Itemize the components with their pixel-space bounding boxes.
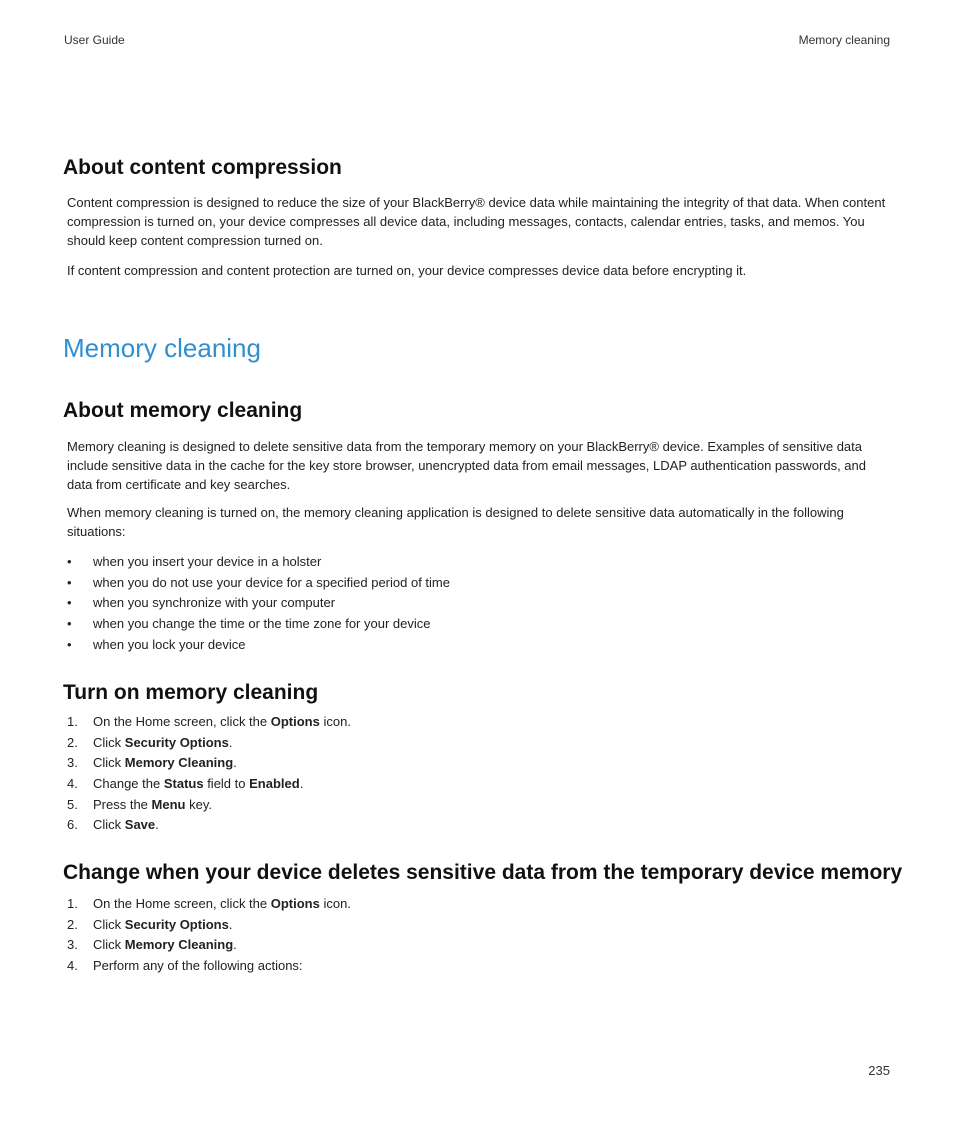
step-text: On the Home screen, click the Options icon. — [93, 896, 351, 911]
running-header-right: Memory cleaning — [798, 33, 890, 47]
step-item — [67, 915, 351, 936]
chapter-title: Memory cleaning — [63, 333, 261, 363]
list-item — [67, 593, 450, 614]
step-text: Click Memory Cleaning. — [93, 755, 237, 771]
paragraph-memory-2: When memory cleaning is turned on, the memory cleaning application is designed to delete sensitive data automatically in the following situations: — [67, 505, 844, 539]
bullet-mark: • — [67, 636, 72, 652]
heading-change-when-device-deletes: Change when your device deletes sensitive data from the temporary device memory — [63, 861, 903, 884]
step-text: Click Security Options. — [93, 916, 233, 932]
step-text: Click Security Options. — [93, 734, 233, 750]
step-number: 4. — [67, 776, 78, 792]
list-item-text: when you change the time or the time zone for your device — [93, 616, 431, 632]
step-item — [67, 795, 351, 816]
step-number: 1. — [67, 896, 78, 911]
heading-turn-on-memory-cleaning: Turn on memory cleaning — [63, 681, 319, 704]
bullet-mark: • — [67, 554, 72, 569]
running-header-left: User Guide — [64, 33, 125, 47]
paragraph-compression-2: If content compression and content protection are turned on, your device compresses device data before encrypting it. — [67, 263, 747, 278]
step-item — [67, 774, 351, 795]
change-steps-list — [67, 894, 351, 977]
heading-about-memory-cleaning: About memory cleaning — [63, 399, 303, 422]
step-number: 6. — [67, 817, 78, 833]
step-number: 1. — [67, 714, 78, 729]
step-item — [67, 712, 351, 733]
list-item — [67, 552, 450, 573]
step-item — [67, 815, 351, 836]
heading-about-content-compression: About content compression — [63, 156, 342, 179]
paragraph-compression-1: Content compression is designed to reduce the size of your BlackBerry® device data while maintaining the integrity of that data. When content compression is turned on, your device compresses all device data, including messages, contacts, calendar entries, tasks, and memos. You should keep content compression turned on. — [67, 195, 886, 248]
list-item-text: when you lock your device — [93, 636, 246, 652]
list-item — [67, 614, 450, 635]
step-item — [67, 894, 351, 915]
step-number: 2. — [67, 734, 78, 750]
step-number: 3. — [67, 937, 78, 953]
step-number: 2. — [67, 916, 78, 932]
step-text: Click Memory Cleaning. — [93, 937, 237, 953]
turn-on-steps-list — [67, 712, 351, 836]
bullet-mark: • — [67, 574, 72, 590]
step-item — [67, 733, 351, 754]
paragraph-memory-1: Memory cleaning is designed to delete sensitive data from the temporary memory on your BlackBerry® device. Examples of sensitive data include sensitive data in the cache for the key store browser, unencrypted data from email messages, LDAP authentication passwords, and data from certificate and key searches. — [67, 439, 866, 492]
step-item — [67, 956, 351, 977]
step-text: Perform any of the following actions: — [93, 958, 303, 974]
step-text: Change the Status field to Enabled. — [93, 776, 304, 792]
situations-list — [67, 552, 450, 655]
list-item — [67, 635, 450, 656]
step-number: 3. — [67, 755, 78, 771]
bullet-mark: • — [67, 616, 72, 632]
step-number: 4. — [67, 958, 78, 974]
step-text: On the Home screen, click the Options icon. — [93, 714, 351, 729]
step-item — [67, 753, 351, 774]
step-number: 5. — [67, 796, 78, 812]
list-item — [67, 573, 450, 594]
list-item-text: when you insert your device in a holster — [93, 554, 322, 569]
list-item-text: when you synchronize with your computer — [93, 595, 336, 611]
step-text: Press the Menu key. — [93, 796, 212, 812]
list-item-text: when you do not use your device for a specified period of time — [93, 574, 450, 590]
step-item — [67, 935, 351, 956]
step-text: Click Save. — [93, 817, 159, 833]
page-number: 235 — [868, 1063, 890, 1078]
bullet-mark: • — [67, 595, 72, 611]
